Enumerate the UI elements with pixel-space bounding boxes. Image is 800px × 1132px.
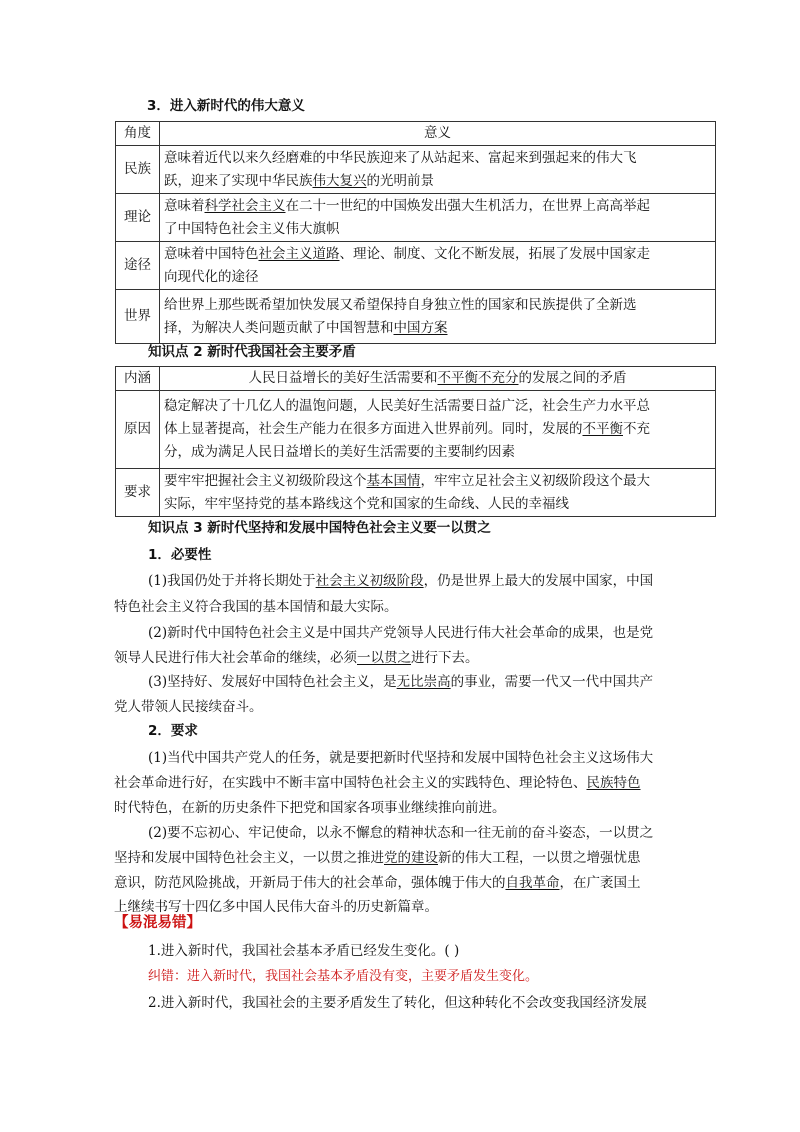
underlined-term: 社会主义初级阶段 [315,573,424,589]
text-run: 了中国特色社会主义伟大旗帜 [164,220,340,237]
cell-line [164,493,711,516]
underlined-term: 不平衡 [582,421,623,437]
underlined-term: 党的建设 [384,850,438,866]
text-run: 意味着近代以来久经磨难的中华民族迎来了从站起来、富起来到强起来的伟大飞 [164,149,637,166]
row-content [160,367,716,391]
text-run: 意识，防范风险挑战，开新局于伟大的社会革命，强体魄于伟大的 [114,875,506,891]
row-content [160,242,716,290]
underlined-term: 基本国情 [366,472,421,489]
text-run: 意味着中国特色 [164,245,259,262]
text-run: 、理论、制度、文化不断发展，拓展了发展中国家走 [339,245,650,262]
text-run: 意味着 [164,197,205,214]
text-run: (1)我国仍处于并将长期处于 [148,573,316,589]
knowledge-point-3-heading: 知识点 3 新时代坚持和发展中国特色社会主义要一以贯之 [148,520,491,536]
section3-heading: 3．进入新时代的伟大意义 [147,98,305,114]
text-run: 向现代化的途径 [164,268,259,285]
paragraph-line [148,623,653,643]
table-row [116,290,716,344]
mistake-item-2: 2.进入新时代，我国社会的主要矛盾发生了转化，但这种转化不会改变我国经济发展 [148,995,647,1011]
text-run: 给世界上那些既希望加快发展又希望保持自身独立性的国家和民族提供了全新选 [164,296,637,313]
row-content [160,194,716,242]
requirements-heading: 2．要求 [148,723,198,739]
table-row [116,146,716,194]
text-run: 跃，迎来了实现中华民族 [164,172,313,189]
paragraph-line [114,848,641,868]
paragraph-line [148,823,653,843]
cell-line [164,418,711,441]
text-run: (2)要不忘初心、牢记使命，以永不懈怠的精神状态和一往无前的奋斗姿态，一以贯之 [148,825,654,841]
text-run: (2)新时代中国特色社会主义是中国共产党领导人民进行伟大社会革命的成果，也是党 [148,625,654,641]
row-label: 内涵 [116,367,160,391]
text-run: ，在广袤国土 [559,875,641,891]
cell-line [164,470,711,493]
text-run: 时代特色，在新的历史条件下把党和国家各项事业继续推向前进。 [114,800,506,816]
paragraph-line [148,571,653,591]
text-run: 在二十一世纪的中国焕发出强大生机活力，在世界上高高举起 [285,197,650,214]
underlined-term: 社会主义道路 [258,245,340,262]
table-row [116,469,716,517]
text-run: 分，成为满足人民日益增长的美好生活需要的主要制约因素 [164,444,515,460]
row-label: 理论 [116,194,160,242]
row-label: 原因 [116,391,160,469]
underlined-term: 无比崇高 [396,674,451,690]
underlined-term: 一以贯之 [357,650,411,666]
paragraph-line [114,773,641,793]
text-run: 不充 [623,421,650,437]
mistake-item-1: 1.进入新时代，我国社会基本矛盾已经发生变化。( ) [148,943,460,959]
underlined-term: 不平衡不充分 [437,370,519,386]
correction-note-1: 纠错：进入新时代，我国社会基本矛盾没有变，主要矛盾发生变化。 [148,969,539,984]
text-run: 择，为解决人类问题贡献了中国智慧和 [164,319,394,336]
cell-line [164,266,711,289]
row-content [160,469,716,517]
cell-line [164,218,711,241]
row-label: 世界 [116,290,160,344]
common-mistakes-heading: 【易混易错】 [114,915,201,931]
text-run: 特色社会主义符合我国的基本国情和最大实际。 [114,599,398,615]
table-header-row [116,122,716,146]
necessity-heading: 1．必要性 [148,547,212,563]
text-run: 领导人民进行伟大社会革命的继续，必须 [114,650,357,666]
cell-line [164,294,711,317]
table-header-cell: 角度 [116,122,160,146]
text-run: 体上显著提高，社会生产能力在很多方面进入世界前列。同时，发展的 [164,421,583,437]
paragraph-line [114,798,506,818]
table-row [116,391,716,469]
paragraph-line [114,873,641,893]
text-run: 社会革命进行好，在实践中不断丰富中国特色社会主义的实践特色、理论特色、 [114,775,587,791]
text-run: 坚持和发展中国特色社会主义，一以贯之推进 [114,850,384,866]
text-run: 的发展之间的矛盾 [518,370,627,386]
text-run: ，牢牢立足社会主义初级阶段这个最大 [420,472,650,489]
row-label: 要求 [116,469,160,517]
paragraph-line [148,748,653,768]
text-run: 实际，牢牢坚持党的基本路线这个党和国家的生命线、人民的幸福线 [164,495,569,512]
paragraph-line [114,648,479,668]
text-run: (1)当代中国共产党人的任务，就是要把新时代坚持和发展中国特色社会主义这场伟大 [148,750,654,766]
cell-line [164,395,711,418]
underlined-term: 科学社会主义 [204,197,286,214]
paragraph-line [148,672,653,692]
text-run: 新的伟大工程，一以贯之增强忧患 [438,850,641,866]
cell-line [164,441,711,464]
significance-table [115,121,716,344]
underlined-term: 自我革命 [505,875,560,891]
text-run: 的事业，需要一代又一代中国共产 [450,674,654,690]
table-row [116,194,716,242]
text-run: 稳定解决了十几亿人的温饱问题，人民美好生活需要日益广泛，社会生产力水平总 [164,398,650,414]
text-run: 人民日益增长的美好生活需要和 [248,370,438,386]
underlined-term: 中国方案 [393,319,448,336]
row-label: 民族 [116,146,160,194]
table-header-cell: 意义 [160,122,716,146]
text-run: 党人带领人民接续奋斗。 [114,699,263,715]
text-run: 的光明前景 [366,172,434,189]
text-run: 上继续书写十四亿多中国人民伟大奋斗的历史新篇章。 [114,899,438,915]
row-label: 途径 [116,242,160,290]
underlined-term: 民族特色 [586,775,641,791]
knowledge-point-2-heading: 知识点 2 新时代我国社会主要矛盾 [148,344,356,360]
text-run: ，仍是世界上最大的发展中国家，中国 [423,573,654,589]
cell-line [164,317,711,340]
main-contradiction-table [115,366,716,517]
text-run: 进行下去。 [411,650,479,666]
cell-line [164,195,711,218]
row-content [160,391,716,469]
cell-line [164,243,711,266]
cell-line [164,147,711,170]
row-content [160,146,716,194]
paragraph-line [114,697,263,717]
table-row [116,242,716,290]
paragraph-line [114,597,398,617]
cell-line [164,170,711,193]
cell-line [164,367,711,390]
row-content [160,290,716,344]
underlined-term: 伟大复兴 [312,172,367,189]
table-row [116,367,716,391]
text-run: (3)坚持好、发展好中国特色社会主义，是 [148,674,397,690]
text-run: 要牢牢把握社会主义初级阶段这个 [164,472,367,489]
